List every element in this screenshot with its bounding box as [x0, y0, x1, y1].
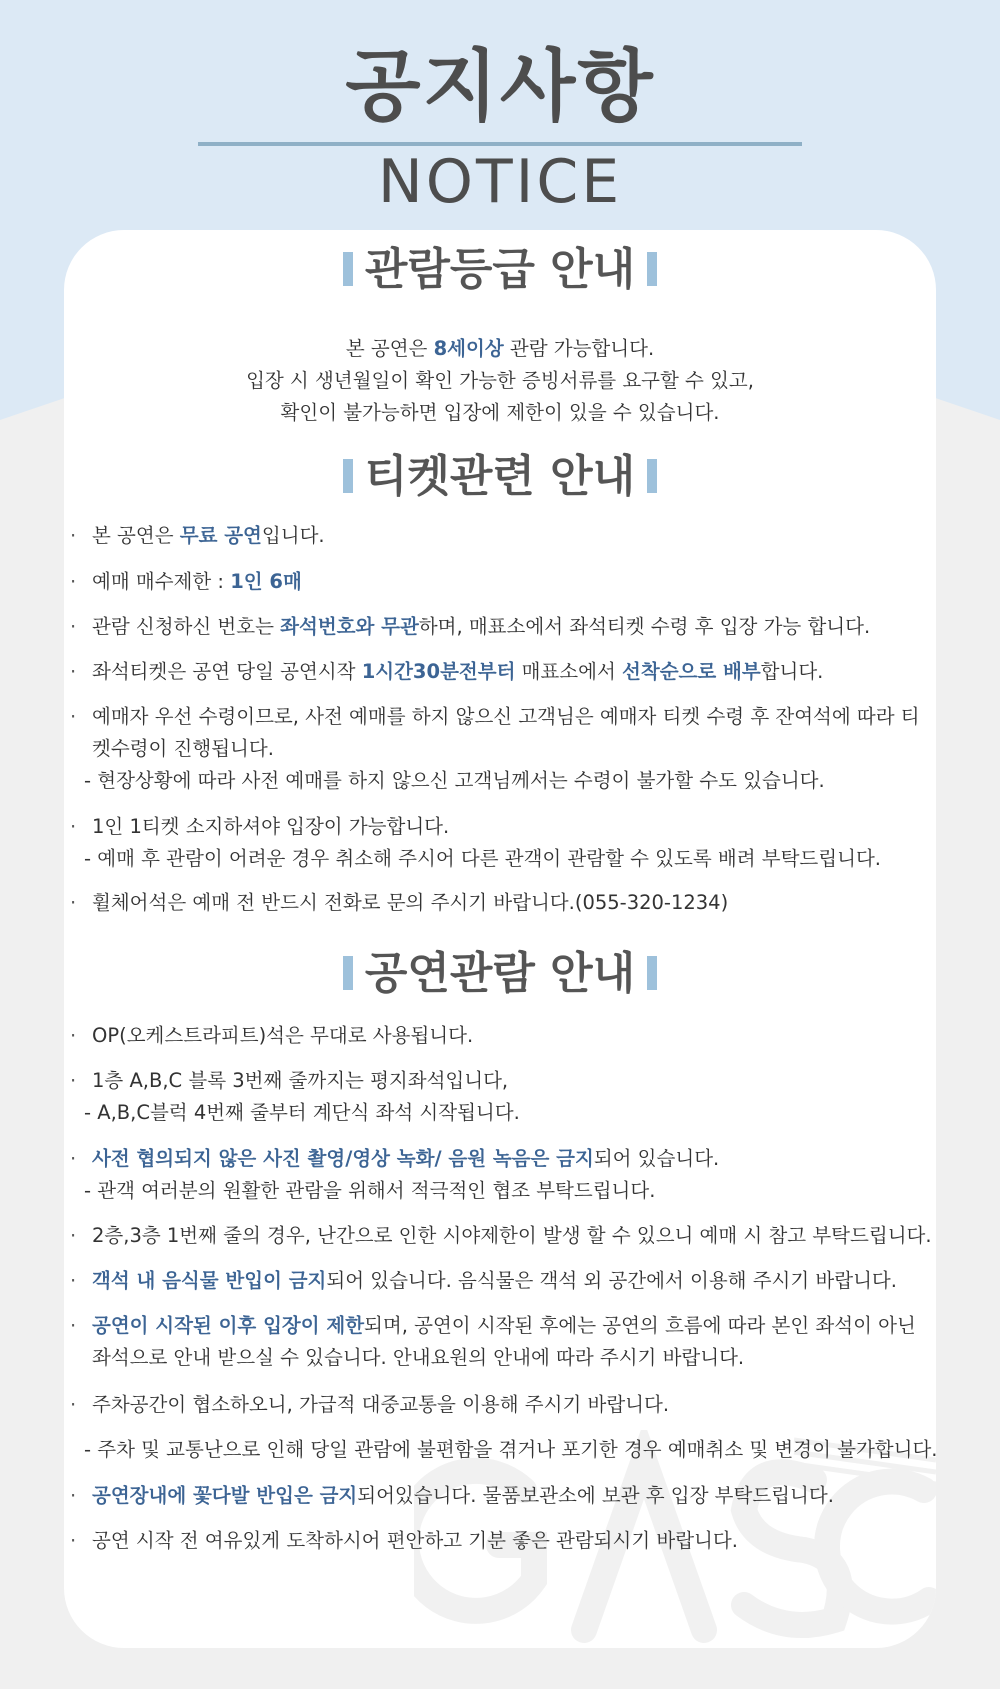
heading-bar-right [647, 459, 657, 493]
heading-text: 관람등급 안내 [364, 244, 636, 295]
viewing-item-9: · 공연 시작 전 여유있게 도착하시어 편안하고 기분 좋은 관람되시기 바랍니다. [70, 1529, 738, 1552]
page-subtitle: NOTICE [377, 147, 623, 217]
ticket-item-3: · 관람 신청하신 번호는 좌석번호와 무관하며, 매표소에서 좌석티켓 수령 후 입장 가능 합니다. [70, 615, 871, 638]
viewing-item-6: · 공연이 시작된 이후 입장이 제한되며, 공연이 시작된 후에는 공연의 흐름에 따라 본인 좌석이 아닌 좌석으로 안내 받으실 수 있습니다. 안내요원의 안내에 따라 주시기 바랍니다. [70, 1314, 916, 1369]
text: OP(오케스트라피트)석은 무대로 사용됩니다. [92, 1024, 474, 1047]
rating-line-3: 확인이 불가능하면 입장에 제한이 있을 수 있습니다. [280, 401, 720, 424]
text: 공연 시작 전 여유있게 도착하시어 편안하고 기분 좋은 관람되시기 바랍니다. [92, 1529, 738, 1552]
text: 되어있습니다. 물품보관소에 보관 후 입장 부탁드립니다. [357, 1484, 834, 1507]
viewing-item-3: · 사전 협의되지 않은 사진 촬영/영상 녹화/ 음원 녹음은 금지되어 있습니다. [70, 1147, 720, 1170]
text: 합니다. [760, 660, 824, 683]
text: 좌석티켓은 공연 당일 공연시작 [92, 660, 362, 683]
viewing-item-4: · 2층,3층 1번째 줄의 경우, 난간으로 인한 시야제한이 발생 할 수 있으니 예매 시 참고 부탁드립니다. [70, 1224, 932, 1247]
viewing-item-7: · 주차공간이 협소하오니, 가급적 대중교통을 이용해 주시기 바랍니다. [70, 1393, 670, 1416]
rating-line-1 [0, 333, 1000, 365]
text: 주차공간이 협소하오니, 가급적 대중교통을 이용해 주시기 바랍니다. [92, 1393, 670, 1416]
text: 되어 있습니다. 음식물은 객석 외 공간에서 이용해 주시기 바랍니다. [326, 1269, 897, 1292]
ticket-item-4: · 좌석티켓은 공연 당일 공연시작 1시간30분전부터 매표소에서 선착순으로 배부합니다. [70, 660, 824, 683]
heading-bar-left [343, 956, 353, 990]
text: 1층 A,B,C 블록 3번째 줄까지는 평지좌석입니다, [92, 1069, 509, 1092]
highlight: 선착순으로 배부 [622, 660, 761, 683]
highlight: 1시간30분전부터 [361, 660, 516, 683]
ticket-item-6: · 1인 1티켓 소지하셔야 입장이 가능합니다. [70, 815, 450, 838]
section-heading-ticket [0, 451, 1000, 502]
viewing-item-7-note: - 주차 및 교통난으로 인해 당일 관람에 불편함을 겪거나 포기한 경우 예매취소 및 변경이 불가합니다. [84, 1438, 938, 1461]
page-title: 공지사항 [345, 42, 655, 132]
ticket-item-2: · 예매 매수제한 : 1인 6매 [70, 570, 302, 593]
viewing-item-2-note: - A,B,C블럭 4번째 줄부터 계단식 좌석 시작됩니다. [84, 1101, 520, 1124]
highlight: 공연이 시작된 이후 입장이 제한 [92, 1314, 365, 1337]
text: 휠체어석은 예매 전 반드시 전화로 문의 주시기 바랍니다.(055-320-1234) [92, 891, 729, 914]
section-heading-viewing [0, 948, 1000, 999]
text: 되며, 공연이 시작된 후에는 공연의 흐름에 따라 본인 좌석이 아닌 좌석으로 안내 받으실 수 있습니다. 안내요원의 안내에 따라 주시기 바랍니다. [92, 1314, 916, 1369]
heading-bar-left [343, 459, 353, 493]
ticket-item-1: · 본 공연은 무료 공연입니다. [70, 524, 325, 547]
text: 입니다. [261, 524, 325, 547]
heading-bar-left [343, 252, 353, 286]
highlight: 무료 공연 [179, 524, 262, 547]
highlight: 객석 내 음식물 반입이 금지 [92, 1269, 327, 1292]
heading-bar-right [647, 956, 657, 990]
heading-bar-right [647, 252, 657, 286]
text: 하며, 매표소에서 좌석티켓 수령 후 입장 가능 합니다. [418, 615, 871, 638]
viewing-item-2: · 1층 A,B,C 블록 3번째 줄까지는 평지좌석입니다, [70, 1069, 509, 1092]
text: 1인 1티켓 소지하셔야 입장이 가능합니다. [92, 815, 450, 838]
heading-text: 공연관람 안내 [364, 948, 636, 999]
viewing-item-1: · OP(오케스트라피트)석은 무대로 사용됩니다. [70, 1024, 474, 1047]
viewing-item-8: · 공연장내에 꽃다발 반입은 금지되어있습니다. 물품보관소에 보관 후 입장 부탁드립니다. [70, 1484, 834, 1507]
highlight: 좌석번호와 무관 [280, 615, 419, 638]
ticket-item-6-note: - 예매 후 관람이 어려운 경우 취소해 주시어 다른 관객이 관람할 수 있도록 배려 부탁드립니다. [84, 847, 881, 870]
highlight: 사전 협의되지 않은 사진 촬영/영상 녹화/ 음원 녹음은 금지 [92, 1147, 594, 1170]
text: 2층,3층 1번째 줄의 경우, 난간으로 인한 시야제한이 발생 할 수 있으니 예매 시 참고 부탁드립니다. [92, 1224, 932, 1247]
highlight-age: 8세이상 [433, 337, 504, 360]
viewing-item-3-note: - 관객 여러분의 원활한 관람을 위해서 적극적인 협조 부탁드립니다. [84, 1179, 656, 1202]
text: 본 공연은 [345, 337, 434, 360]
text: 관람 신청하신 번호는 [92, 615, 281, 638]
text: 본 공연은 [92, 524, 180, 547]
text: 매표소에서 [515, 660, 623, 683]
ticket-item-5: · 예매자 우선 수령이므로, 사전 예매를 하지 않으신 고객님은 예매자 티켓 수령 후 잔여석에 따라 티켓수령이 진행됩니다. [70, 705, 920, 760]
ticket-item-5-note: - 현장상황에 따라 사전 예매를 하지 않으신 고객님께서는 수령이 불가할 수도 있습니다. [84, 769, 825, 792]
text: 관람 가능합니다. [503, 337, 655, 360]
highlight: 1인 6매 [230, 570, 302, 593]
heading-text: 티켓관련 안내 [364, 451, 636, 502]
section-heading-rating [0, 244, 1000, 295]
text: 되어 있습니다. [593, 1147, 720, 1170]
rating-line-2: 입장 시 생년월일이 확인 가능한 증빙서류를 요구할 수 있고, [246, 369, 754, 392]
ticket-item-7: · 휠체어석은 예매 전 반드시 전화로 문의 주시기 바랍니다.(055-320-1234) [70, 891, 729, 914]
highlight: 공연장내에 꽃다발 반입은 금지 [92, 1484, 358, 1507]
text: 예매 매수제한 : [92, 570, 231, 593]
viewing-item-5: · 객석 내 음식물 반입이 금지되어 있습니다. 음식물은 객석 외 공간에서 이용해 주시기 바랍니다. [70, 1269, 897, 1292]
title-divider [198, 142, 802, 146]
text: 예매자 우선 수령이므로, 사전 예매를 하지 않으신 고객님은 예매자 티켓 수령 후 잔여석에 따라 티켓수령이 진행됩니다. [92, 705, 920, 760]
